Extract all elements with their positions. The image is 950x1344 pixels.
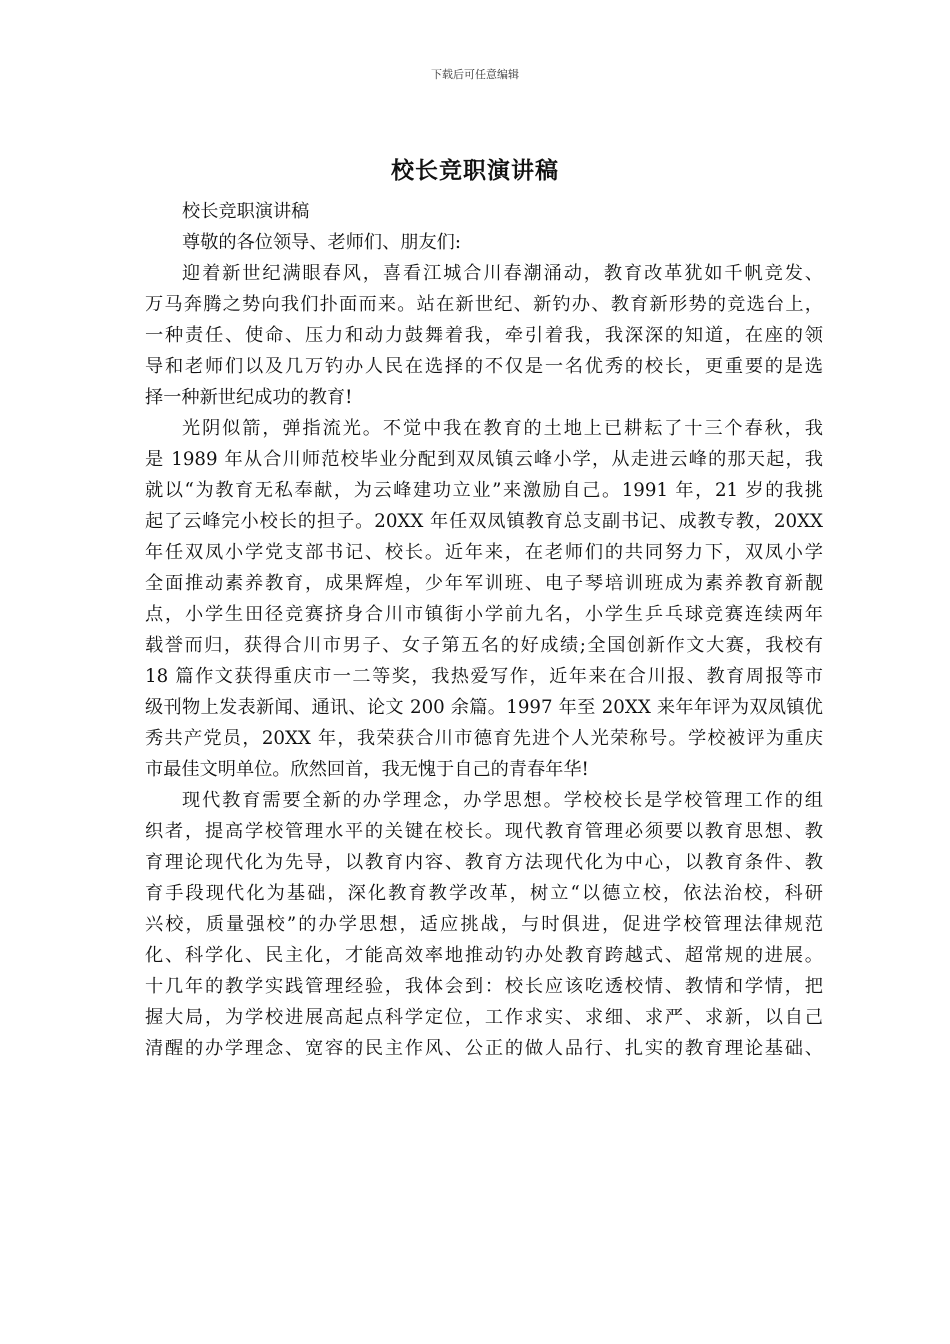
text-line: 兴校，质量强校”的办学思想，适应挑战，与时俱进，促进学校管理法律规范 [145,914,823,935]
text-line: 起了云峰完小校长的担子。20XX 年任双凤镇教育总支副书记、成教专教，20XX [145,511,823,532]
text-line: 十几年的教学实践管理经验，我体会到：校长应该吃透校情、教情和学情，把 [145,976,823,997]
text-line: 清醒的办学理念、宽容的民主作风、公正的做人品行、扎实的教育理论基础、 [145,1038,823,1059]
text-line: 校长竞职演讲稿 [182,201,310,222]
text-line: 导和老师们以及几万钓办人民在选择的不仅是一名优秀的校长，更重要的是选 [145,356,823,377]
document-title: 校长竞职演讲稿 [391,157,559,184]
body-text [145,196,823,1064]
text-line: 级刊物上发表新闻、通讯、论文 200 余篇。1997 年至 20XX 来年年评为双凤镇优 [145,697,823,718]
text-line: 年任双凤小学党支部书记、校长。近年来，在老师们的共同努力下，双凤小学 [145,542,823,563]
text-line: 育手段现代化为基础，深化教育教学改革，树立“以德立校，依法治校，科研 [145,883,823,904]
text-line: 全面推动素养教育，成果辉煌，少年军训班、电子琴培训班成为素养教育新靓 [145,573,823,594]
text-line: 择一种新世纪成功的教育! [145,387,353,408]
text-line: 点，小学生田径竞赛挤身合川市镇街小学前九名，小学生乒乓球竞赛连续两年 [145,604,823,625]
text-line: 秀共产党员，20XX 年，我荣获合川市德育先进个人光荣称号。学校被评为重庆 [145,728,823,749]
text-line: 现代教育需要全新的办学理念，办学思想。学校校长是学校管理工作的组 [182,790,823,811]
text-line: 迎着新世纪满眼春风，喜看江城合川春潮涌动，教育改革犹如千帆竞发、 [182,263,823,284]
header-note: 下载后可任意编辑 [431,68,519,81]
text-line: 化、科学化、民主化，才能高效率地推动钓办处教育跨越式、超常规的进展。 [145,945,823,966]
text-line: 一种责任、使命、压力和动力鼓舞着我，牵引着我，我深深的知道，在座的领 [145,325,823,346]
text-line: 育理论现代化为先导，以教育内容、教育方法现代化为中心，以教育条件、教 [145,852,823,873]
text-line: 就以“为教育无私奉献，为云峰建功立业”来激励自己。1991 年，21 岁的我挑 [145,480,823,501]
text-line: 握大局，为学校进展高起点科学定位，工作求实、求细、求严、求新，以自己 [145,1007,823,1028]
text-line: 尊敬的各位领导、老师们、朋友们: [182,232,461,253]
text-line: 是 1989 年从合川师范校毕业分配到双凤镇云峰小学，从走进云峰的那天起，我 [145,449,823,470]
text-line: 市最佳文明单位。欣然回首，我无愧于自己的青春年华! [145,759,589,780]
text-line: 织者，提高学校管理水平的关键在校长。现代教育管理必须要以教育思想、教 [145,821,823,842]
text-line: 光阴似箭，弹指流光。不觉中我在教育的土地上已耕耘了十三个春秋，我 [182,418,823,439]
text-line: 万马奔腾之势向我们扑面而来。站在新世纪、新钓办、教育新形势的竞选台上， [145,294,823,315]
text-line: 载誉而归，获得合川市男子、女子第五名的好成绩;全国创新作文大赛，我校有 [145,635,823,656]
text-line: 18 篇作文获得重庆市一二等奖，我热爱写作，近年来在合川报、教育周报等市 [145,666,823,687]
